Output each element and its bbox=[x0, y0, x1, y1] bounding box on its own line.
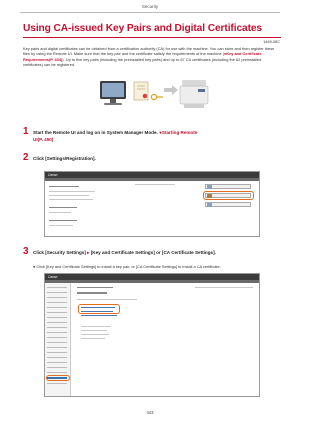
portal-nav-bar bbox=[45, 178, 259, 181]
remote-ui-portal-screenshot bbox=[44, 171, 260, 237]
step-3-text-b: [Key and Certificate Settings] or [CA Certificate Settings]. bbox=[90, 250, 216, 255]
login-info-line bbox=[195, 287, 253, 288]
sidebar-item[interactable] bbox=[47, 362, 67, 363]
sidebar-item[interactable] bbox=[47, 352, 67, 353]
address-book-icon bbox=[207, 203, 212, 207]
settings-registration-callout bbox=[203, 191, 254, 200]
sidebar-item[interactable] bbox=[47, 383, 67, 384]
starting-remote-ui-link-page[interactable]: UI(P. 450) bbox=[33, 137, 54, 142]
running-header: Security bbox=[141, 4, 159, 9]
header-divider bbox=[20, 12, 280, 13]
step-number: 1 bbox=[23, 126, 29, 137]
sidebar-item[interactable] bbox=[47, 317, 67, 318]
sidebar-item[interactable] bbox=[47, 312, 67, 313]
breadcrumb bbox=[77, 287, 113, 288]
starting-remote-ui-link[interactable]: Starting Remote bbox=[161, 130, 198, 135]
step-text bbox=[33, 129, 197, 143]
sidebar-item[interactable] bbox=[47, 322, 67, 323]
certificate-settings-callout bbox=[78, 304, 120, 314]
step-number: 2 bbox=[23, 152, 29, 163]
status-line bbox=[49, 195, 89, 196]
sidebar-item[interactable] bbox=[47, 347, 67, 348]
step-number: 3 bbox=[23, 246, 29, 257]
device-basic-info-heading bbox=[49, 186, 79, 187]
consumables-heading bbox=[49, 220, 77, 221]
title-divider bbox=[23, 37, 281, 38]
sidebar-item[interactable] bbox=[47, 372, 67, 373]
page-number: 443 bbox=[146, 410, 154, 415]
status-line bbox=[49, 199, 93, 200]
sidebar-item[interactable] bbox=[47, 307, 67, 308]
intro-paragraph bbox=[23, 46, 281, 68]
portal-title-bar bbox=[45, 172, 259, 178]
step-3-note-text: Click [Key and Certificate Settings] to install a key pair, or [CA Certificate Settings] to install a CA certificate. bbox=[36, 264, 221, 269]
settings-link[interactable] bbox=[81, 334, 109, 335]
security-settings-screenshot bbox=[44, 273, 260, 397]
computer-icon bbox=[100, 81, 126, 105]
settings-link[interactable] bbox=[81, 330, 107, 331]
arrow-right-icon: ▸ bbox=[87, 250, 90, 255]
settings-link[interactable] bbox=[81, 326, 111, 327]
step-2-instruction: Click [Settings/Registration]. bbox=[33, 156, 96, 161]
step-3-note bbox=[33, 264, 221, 269]
status-line bbox=[49, 191, 95, 192]
error-info-heading bbox=[49, 207, 77, 208]
status-line bbox=[49, 212, 71, 213]
security-link[interactable] bbox=[81, 315, 117, 316]
sidebar-item[interactable] bbox=[47, 367, 67, 368]
bullet-icon: ● bbox=[33, 264, 36, 269]
printer-icon bbox=[180, 80, 208, 108]
sidebar-item[interactable] bbox=[47, 357, 67, 358]
security-settings-heading bbox=[77, 292, 107, 294]
intro-text-2: ). Up to five key pairs (including the preinstalled key pairs) and up to 67 CA certificates (including the 62 preinstalled certificates) can be registered. bbox=[23, 56, 262, 68]
sidebar-item[interactable] bbox=[47, 332, 67, 333]
monitor-icon bbox=[207, 185, 212, 189]
sidebar-item[interactable] bbox=[47, 297, 67, 298]
brand-logo: Canon bbox=[48, 275, 58, 279]
sidebar-item[interactable] bbox=[47, 287, 67, 288]
sidebar-item[interactable] bbox=[47, 342, 67, 343]
sidebar-item[interactable] bbox=[47, 337, 67, 338]
login-info-line bbox=[135, 184, 175, 185]
security-settings-callout bbox=[46, 375, 70, 381]
key-icon bbox=[151, 94, 163, 99]
step-3-text-a: Click [Security Settings] bbox=[33, 250, 86, 255]
intro-text-1: Key pairs and digital certificates can be obtained from a certification authority (CA) for use with the machine. You can store and then register these files by using the Remote UI. Make sure that the key pair and the certificate satisfy the requirements of the machine ( bbox=[23, 46, 275, 57]
step-1-instruction: Start the Remote UI and log on in System Manager Mode. bbox=[33, 130, 158, 135]
status-line bbox=[49, 225, 73, 226]
requirements-link[interactable]: Key and Certificate Requirements(P. 434) bbox=[23, 51, 262, 62]
certificate-illustration bbox=[92, 72, 212, 114]
link-marker-icon: ● bbox=[223, 51, 227, 57]
brand-logo: Canon bbox=[48, 173, 58, 177]
sidebar-item[interactable] bbox=[47, 302, 67, 303]
page-title: Using CA-issued Key Pairs and Digital Certificates bbox=[23, 23, 263, 34]
settings-nav-bar bbox=[45, 280, 259, 283]
certificate-icon bbox=[134, 82, 148, 100]
arrow-right-icon bbox=[164, 85, 178, 95]
sidebar-item[interactable] bbox=[47, 327, 67, 328]
settings-title-bar bbox=[45, 274, 259, 280]
link-marker-icon: ● bbox=[159, 130, 162, 135]
doc-id: 1469-08C bbox=[263, 40, 280, 44]
sidebar-item[interactable] bbox=[47, 292, 67, 293]
security-settings-description bbox=[77, 299, 137, 300]
settings-link[interactable] bbox=[81, 338, 105, 339]
step-3-instruction bbox=[33, 249, 216, 256]
